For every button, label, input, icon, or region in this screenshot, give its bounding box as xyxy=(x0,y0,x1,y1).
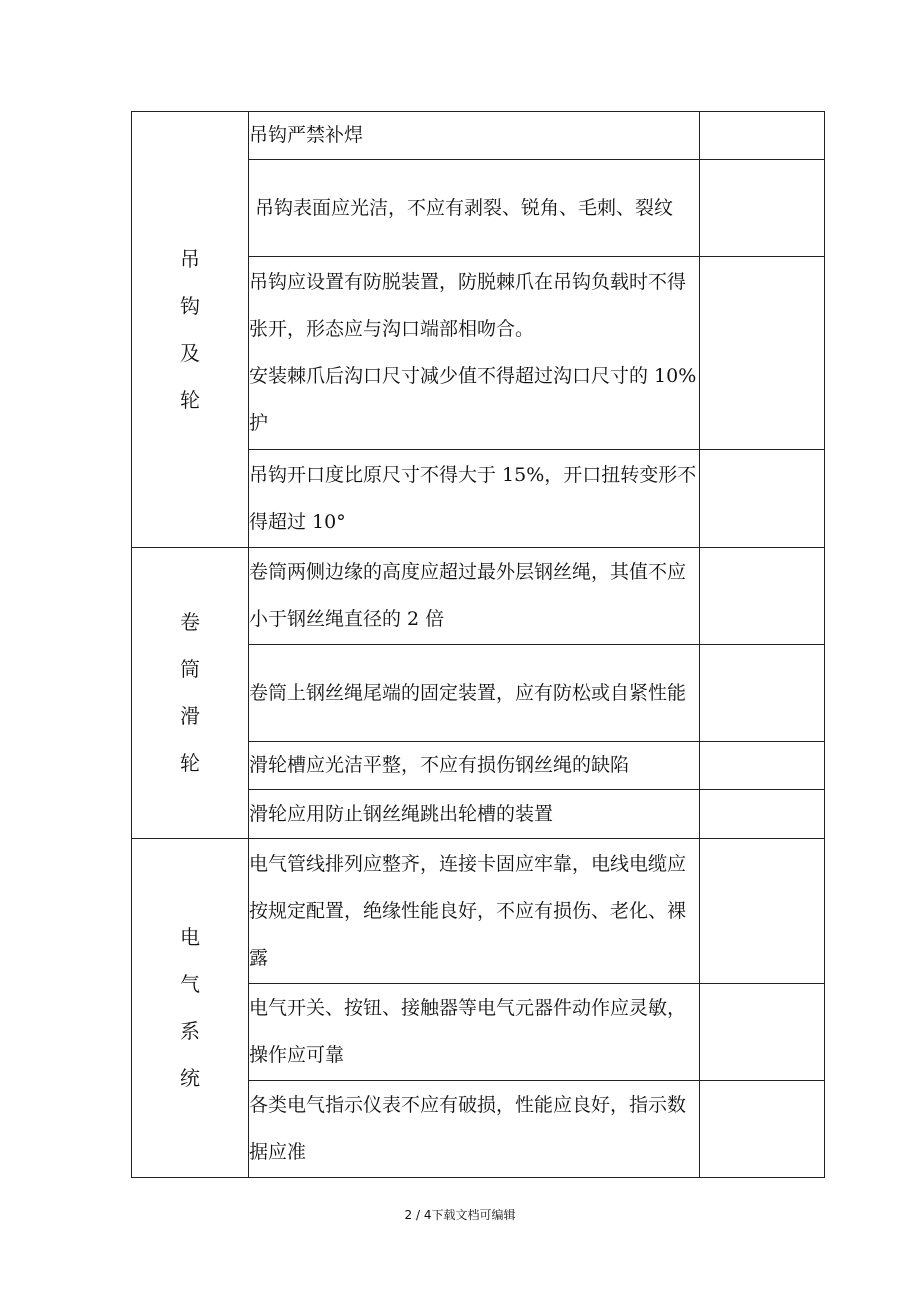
category-cell: 吊 钩 及 轮 xyxy=(132,112,249,548)
check-cell xyxy=(700,790,825,839)
requirement-cell: 吊钩表面应光洁，不应有剥裂、锐角、毛刺、裂纹 xyxy=(249,160,700,257)
check-cell xyxy=(700,257,825,450)
table-row xyxy=(132,839,825,984)
requirement-cell: 卷筒两侧边缘的高度应超过最外层钢丝绳，其值不应小于钢丝绳直径的 2 倍 xyxy=(249,548,700,645)
table-row xyxy=(132,548,825,645)
check-cell xyxy=(700,839,825,984)
check-cell xyxy=(700,742,825,790)
requirement-cell: 滑轮应用防止钢丝绳跳出轮槽的装置 xyxy=(249,790,700,839)
table-row xyxy=(132,112,825,160)
category-cell: 电 气 系 统 xyxy=(132,839,249,1178)
category-cell: 卷 筒 滑 轮 xyxy=(132,548,249,839)
requirement-cell: 各类电气指示仪表不应有破损，性能应良好，指示数据应准 xyxy=(249,1081,700,1178)
check-cell xyxy=(700,645,825,742)
check-cell xyxy=(700,160,825,257)
check-cell xyxy=(700,450,825,548)
requirement-cell: 吊钩严禁补焊 xyxy=(249,112,700,160)
requirement-cell: 电气开关、按钮、接触器等电气元器件动作应灵敏，操作应可靠 xyxy=(249,984,700,1081)
check-cell xyxy=(700,1081,825,1178)
check-cell xyxy=(700,112,825,160)
requirement-cell: 卷筒上钢丝绳尾端的固定装置，应有防松或自紧性能 xyxy=(249,645,700,742)
check-cell xyxy=(700,548,825,645)
inspection-table xyxy=(131,111,825,1178)
requirement-cell: 滑轮槽应光洁平整，不应有损伤钢丝绳的缺陷 xyxy=(249,742,700,790)
requirement-cell: 吊钩应设置有防脱装置，防脱棘爪在吊钩负载时不得张开，形态应与沟口端部相吻合。 安装棘爪后沟口尺寸减少值不得超过沟口尺寸的 10%护 xyxy=(249,257,700,450)
requirement-cell: 吊钩开口度比原尺寸不得大于 15%，开口扭转变形不得超过 10° xyxy=(249,450,700,548)
page-footer: 2 / 4下载文档可编辑 xyxy=(404,1208,516,1222)
check-cell xyxy=(700,984,825,1081)
requirement-cell: 电气管线排列应整齐，连接卡固应牢靠，电线电缆应按规定配置，绝缘性能良好，不应有损伤、老化、裸露 xyxy=(249,839,700,984)
